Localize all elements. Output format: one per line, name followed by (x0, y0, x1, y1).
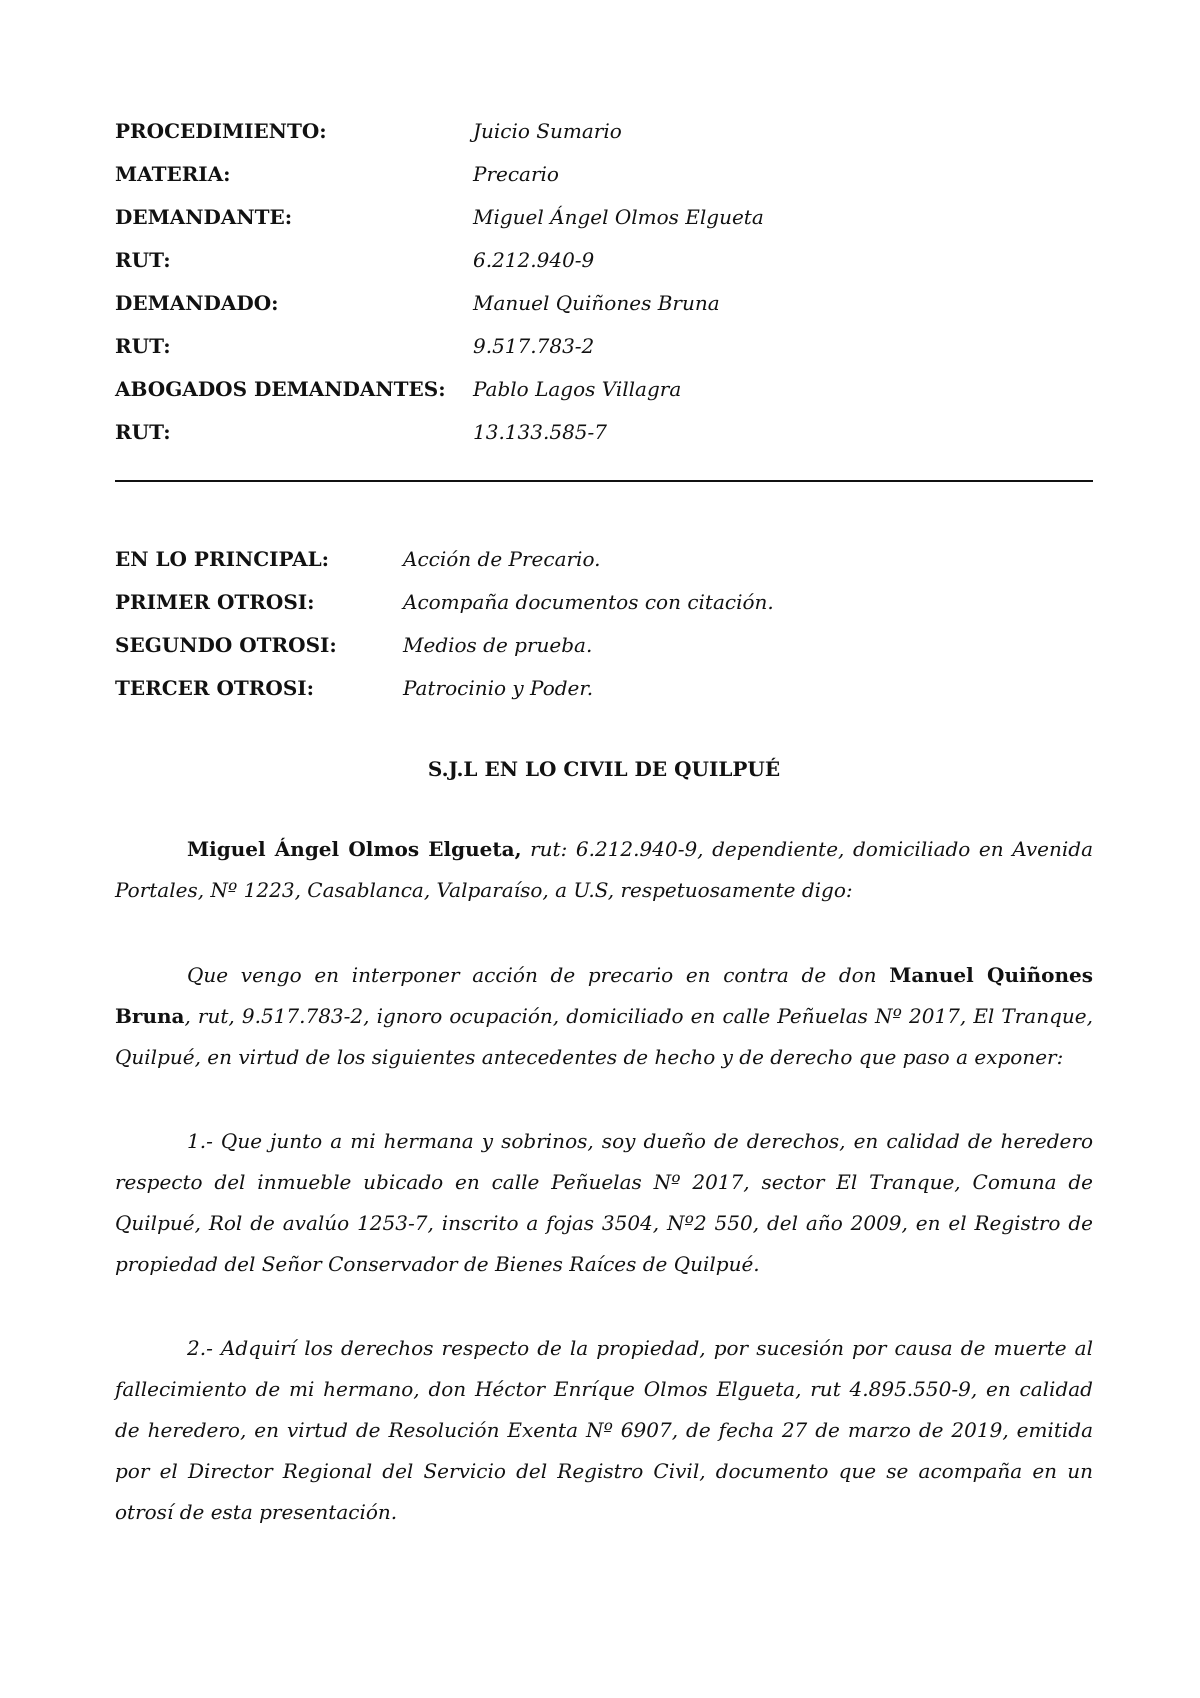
sumilla-label: TERCER OTROSI: (115, 676, 315, 700)
sumilla-value: Medios de prueba. (403, 633, 593, 657)
header-value: Manuel Quiñones Bruna (473, 291, 720, 315)
header-row (115, 110, 1093, 153)
body-paragraph-fact-2: 2.- Adquirí los derechos respecto de la propiedad, por sucesión por causa de muerte al fallecimiento de mi hermano, don Héctor Enríque Olmos Elgueta, rut 4.895.550-9, en calidad de heredero, en virtud de Resolución Exenta Nº 6907, de fecha 27 de marzo de 2019, emitida por el Director Regional del Servicio del Registro Civil, documento que se acompaña en un otrosí de esta presentación. (115, 1336, 1093, 1524)
court-heading: S.J.L EN LO CIVIL DE QUILPUÉ (427, 757, 781, 781)
header-row (115, 239, 1093, 282)
header-row (115, 196, 1093, 239)
document-page (115, 110, 1093, 1533)
header-label: RUT: (115, 248, 171, 272)
body-paragraph-action (115, 955, 1093, 1078)
sumilla-row (115, 667, 1093, 710)
header-label: MATERIA: (115, 162, 231, 186)
paragraph-text: , rut, 9.517.783-2, ignoro ocupación, domiciliado en calle Peñuelas Nº 2017, El Tranque, Quilpué, en virtud de los siguientes antecedentes de hecho y de derecho que paso a exponer: (115, 1004, 1093, 1069)
sumilla-row (115, 581, 1093, 624)
paragraph-text: rut: 6.212.940-9, dependiente, domiciliado en Avenida Portales, Nº 1223, Casablanca, Valparaíso, a U.S, respetuosamente digo: (115, 837, 1093, 902)
header-label: ABOGADOS DEMANDANTES: (115, 377, 446, 401)
header-value: 9.517.783-2 (473, 334, 595, 358)
header-value: Juicio Sumario (473, 119, 622, 143)
header-label: RUT: (115, 334, 171, 358)
sumilla-value: Patrocinio y Poder. (403, 676, 594, 700)
case-header (115, 110, 1093, 454)
sumilla-label: PRIMER OTROSI: (115, 590, 315, 614)
body-paragraph-intro (115, 829, 1093, 911)
header-label: DEMANDANTE: (115, 205, 293, 229)
body-paragraph-fact-1: 1.- Que junto a mi hermana y sobrinos, soy dueño de derechos, en calidad de heredero respecto del inmueble ubicado en calle Peñuelas Nº 2017, sector El Tranque, Comuna de Quilpué, Rol de avalúo 1253-7, inscrito a fojas 3504, Nº2 550, del año 2009, en el Registro de propiedad del Señor Conservador de Bienes Raíces de Quilpué. (115, 1129, 1093, 1276)
header-row (115, 282, 1093, 325)
header-label: RUT: (115, 420, 171, 444)
sumilla-label: EN LO PRINCIPAL: (115, 547, 330, 571)
header-value: 13.133.585-7 (473, 420, 607, 444)
header-value: Miguel Ángel Olmos Elgueta (473, 205, 764, 229)
header-row (115, 325, 1093, 368)
header-label: DEMANDADO: (115, 291, 279, 315)
header-row (115, 153, 1093, 196)
defendant-name: Manuel Quiñones Bruna (115, 963, 1093, 1028)
header-value: 6.212.940-9 (473, 248, 595, 272)
header-row (115, 411, 1093, 454)
sumilla-value: Acompaña documentos con citación. (403, 590, 774, 614)
header-value: Pablo Lagos Villagra (473, 377, 682, 401)
header-divider (115, 480, 1093, 482)
plaintiff-name: Miguel Ángel Olmos Elgueta, (187, 837, 522, 861)
header-row (115, 368, 1093, 411)
paragraph-text: Que vengo en interponer acción de precario en contra de don (187, 963, 890, 987)
header-label: PROCEDIMIENTO: (115, 119, 327, 143)
sumilla-row (115, 624, 1093, 667)
sumilla-label: SEGUNDO OTROSI: (115, 633, 337, 657)
header-value: Precario (473, 162, 559, 186)
sumilla-row (115, 538, 1093, 581)
sumilla (115, 538, 1093, 710)
sumilla-value: Acción de Precario. (403, 547, 601, 571)
